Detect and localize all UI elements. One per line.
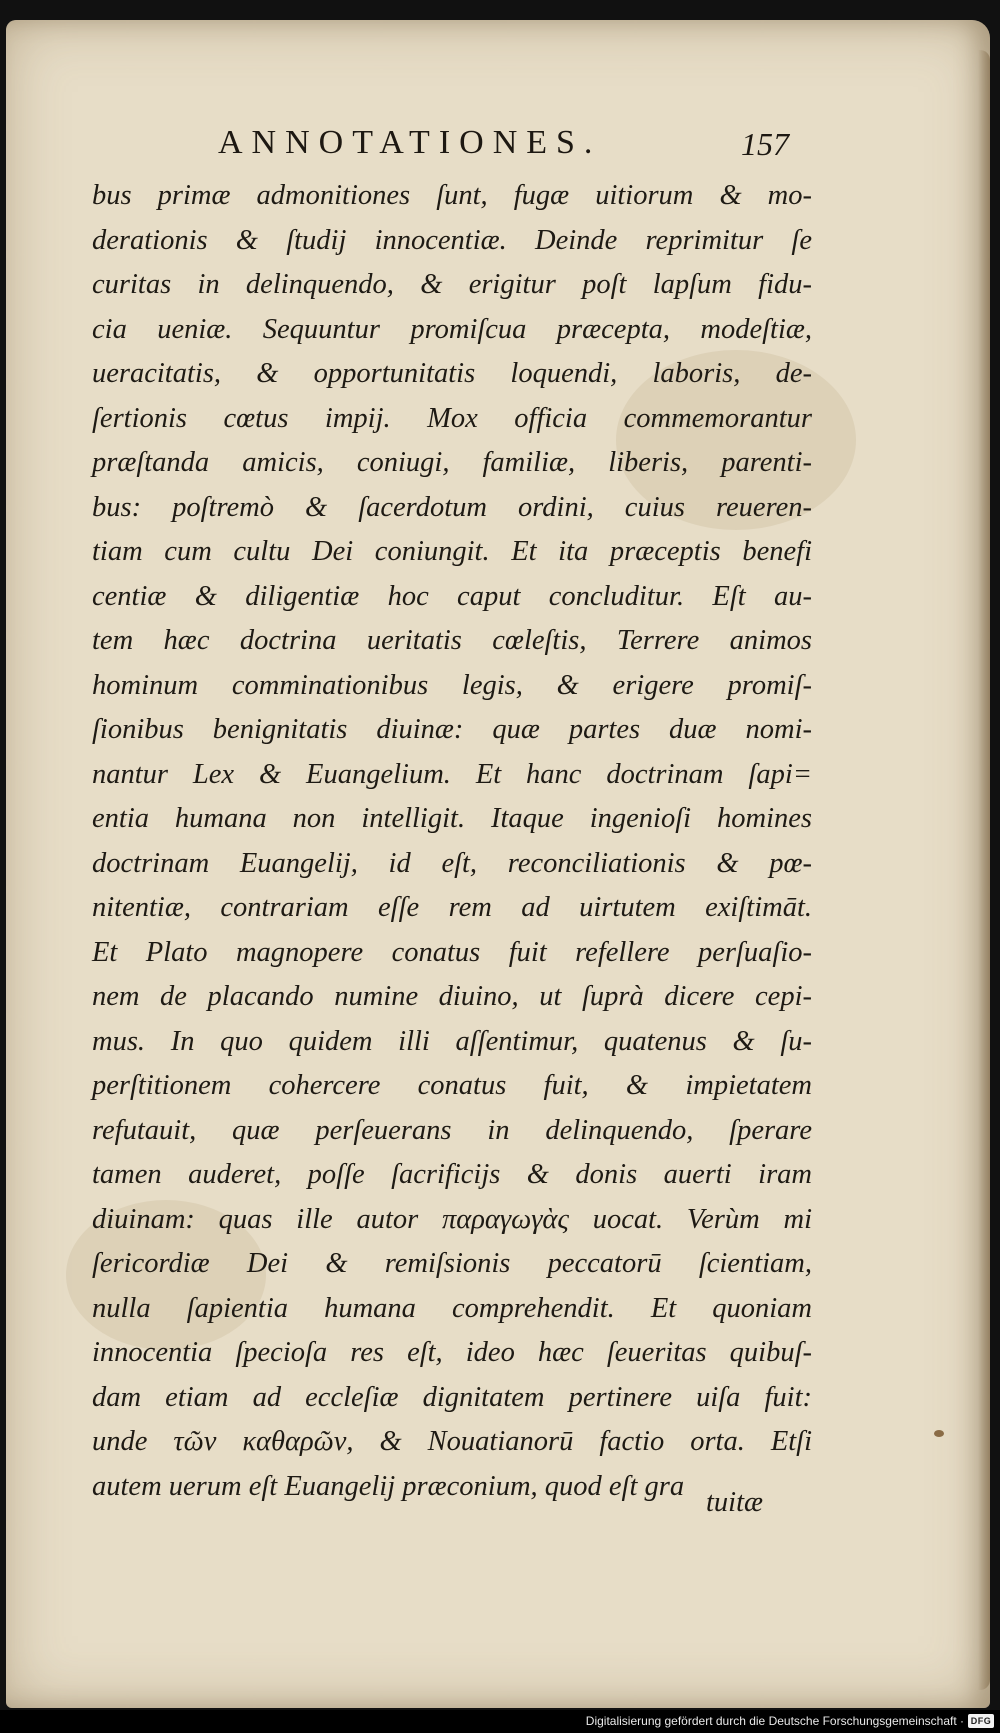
page-number: 157 [741, 126, 789, 162]
text-line: nem de placando numine diuino, ut ſuprà dicere cepi- [92, 981, 812, 1012]
text-line: bus primæ admonitiones ſunt, fugæ uitiorum & mo- [92, 180, 812, 211]
funding-credit: Digitalisierung gefördert durch die Deutsche Forschungsgemeinschaft · [585, 1714, 964, 1728]
text-line: cia ueniæ. Sequuntur promiſcua præcepta, modeſtiæ, [92, 313, 812, 345]
page-edge-shadow [978, 50, 990, 1690]
text-line: ueracitatis, & opportunitatis loquendi, laboris, de- [92, 358, 812, 389]
text-line: tem hæc doctrina ueritatis cœleſtis, Terrere animos [92, 625, 812, 656]
text-line: dam etiam ad eccleſiæ dignitatem pertinere uiſa fuit: [92, 1381, 812, 1413]
text-line: bus: poſtremò & ſacerdotum ordini, cuius reueren- [92, 491, 812, 523]
text-line: nantur Lex & Euangelium. Et hanc doctrinam ſapi= [92, 758, 812, 790]
text-line: innocentia ſpecioſa res eſt, ideo hæc ſeueritas quibuſ- [92, 1337, 812, 1368]
text-line: hominum comminationibus legis, & erigere promiſ- [92, 669, 812, 701]
page-header [6, 114, 990, 174]
digitization-footer [0, 1710, 1000, 1733]
text-line: tiam cum cultu Dei coniungit. Et ita præceptis benefi [92, 536, 812, 567]
running-head: ANNOTATIONES. [218, 124, 602, 161]
text-line: Et Plato magnopere conatus fuit refellere perſuaſio- [92, 936, 812, 968]
text-line: nulla ſapientia humana comprehendit. Et quoniam [92, 1292, 812, 1324]
text-line: centiæ & diligentiæ hoc caput concluditur. Eſt au- [92, 580, 812, 612]
text-line: diuinam: quas ille autor παραγωγὰς uocat. Verùm mi [92, 1203, 812, 1235]
text-line: præſtanda amicis, coniugi, familiæ, liberis, parenti- [92, 447, 812, 478]
text-line: refutauit, quæ perſeuerans in delinquendo, ſperare [92, 1114, 812, 1146]
text-line: entia humana non intelligit. Itaque ingenioſi homines [92, 803, 812, 834]
text-line: derationis & ſtudij innocentiæ. Deinde reprimitur ſe [92, 224, 812, 256]
text-line: ſericordiæ Dei & remiſsionis peccatorū ſcientiam, [92, 1248, 812, 1279]
text-line: mus. In quo quidem illi aſſentimur, quatenus & ſu- [92, 1025, 812, 1057]
text-line: perſtitionem cohercere conatus fuit, & impietatem [92, 1070, 812, 1101]
text-line: curitas in delinquendo, & erigitur poſt lapſum fidu- [92, 269, 812, 300]
text-line: nitentiæ, contrariam eſſe rem ad uirtutem exiſtimāt. [92, 892, 812, 923]
text-line: doctrinam Euangelij, id eſt, reconciliationis & pœ- [92, 847, 812, 879]
text-line: unde τῶν καθαρῶν, & Nouatianorū factio orta. Etſi [92, 1426, 812, 1457]
body-text [92, 174, 812, 1509]
ink-speck [934, 1430, 944, 1437]
text-line: tamen auderet, poſſe ſacrificijs & donis auerti iram [92, 1159, 812, 1190]
text-line: ſionibus benignitatis diuinæ: quæ partes duæ nomi- [92, 714, 812, 745]
text-line: autem uerum eſt Euangelij præconium, quod eſt gra [92, 1470, 685, 1502]
book-page [6, 20, 990, 1708]
dfg-logo-icon: DFG [968, 1714, 994, 1728]
catchword: tuitæ [706, 1487, 764, 1518]
text-line: ſertionis cœtus impij. Mox officia commemorantur [92, 402, 812, 434]
